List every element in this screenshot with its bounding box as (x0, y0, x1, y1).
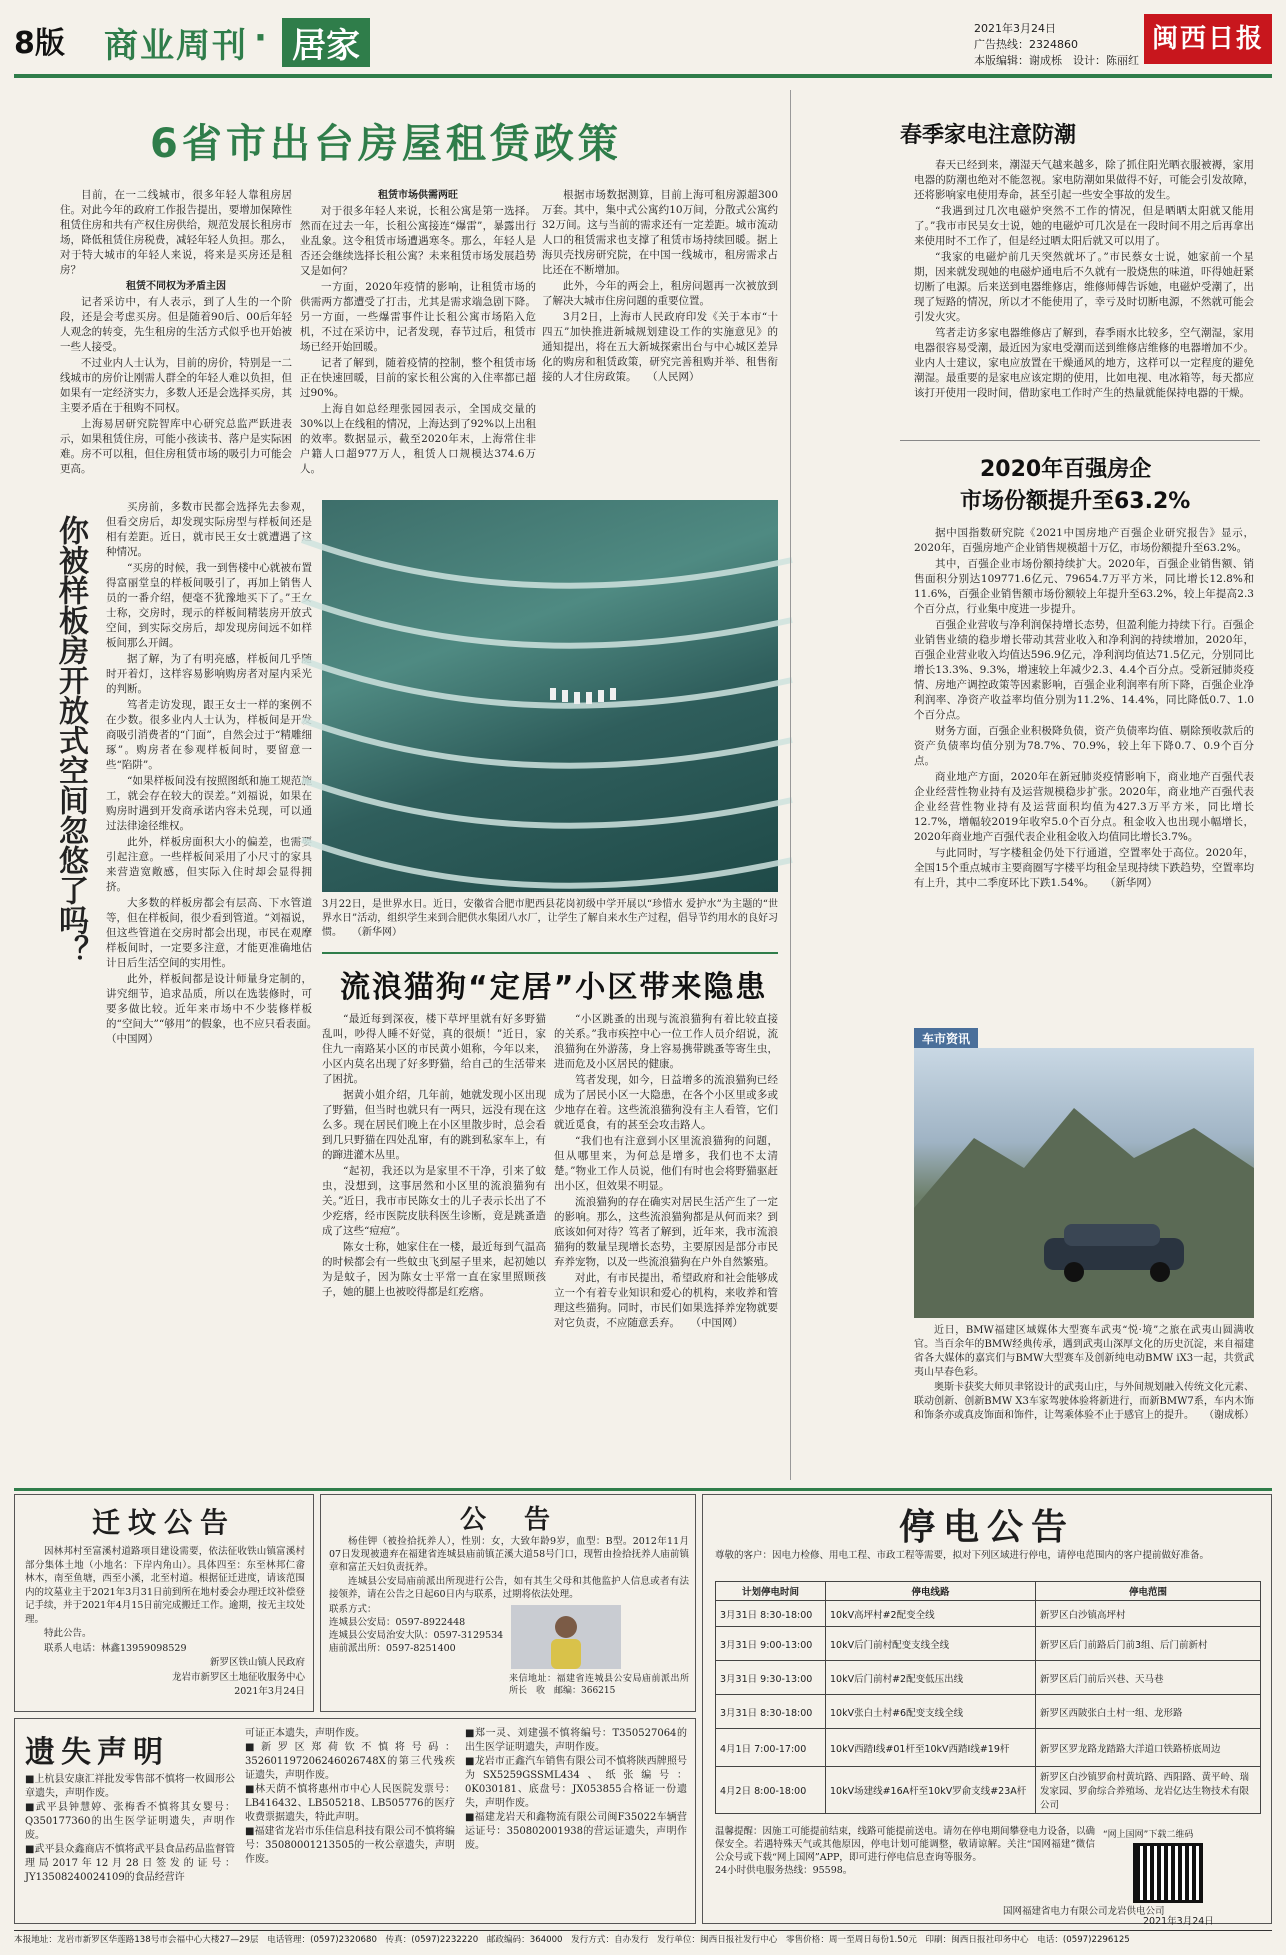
masthead-editors: 本版编辑：谢成栎 设计：陈丽红 (974, 54, 1139, 67)
masthead-rule (14, 74, 1272, 78)
foundling-notice-issuer: 来信地址：福建省连城县公安局庙前派出所 所长 收 邮编：366215 (509, 1674, 699, 1696)
outage-area: 新罗区罗龙路龙踏路大洋道口铁路桥底周边 (1036, 1729, 1261, 1767)
car-news-photo (914, 1048, 1254, 1318)
outage-date: 2021年3月24日 (1143, 1916, 1214, 1927)
qr-code-icon (1133, 1843, 1203, 1903)
outage-area: 新罗区白沙镇高坪村 (1036, 1601, 1261, 1627)
cats-title-rule (322, 952, 778, 954)
outage-line: 10kV张白土村#6配变支线全线 (826, 1695, 1036, 1729)
rent-article-col2: 租赁市场供需两旺 对于很多年轻人来说，长租公寓是第一选择。然而在过去一年，长租公寓接连“爆雷”，暴露出行业乱象。这令租赁市场遭遇寒冬。那么，年轻人是否还会继续选择长租公寓？未来租赁市场发展趋势又是如何？ 一方面，2020年疫情的影响，让租赁市场的供需两方都遭受了打击，尤其是需求端急剧下降。另一方面，一些爆雷事件让长租公寓市场陷入危机，不过在采访中，记者发现，春节过后，租赁市场已经开始回暖。 记者了解到，随着疫情的控制，整个租赁市场正在快速回暖，目前的家长租公寓的入住率都已超过90%。 上海自如总经理张园园表示，全国成交量的30%以上在线租的情况，上海达到了92%以上出租的效率。数据显示，截至2020年末，上海常住非户籍人口超977万人，租赁人口规模达374.6万人。 (300, 190, 536, 475)
outage-tip: 温馨提醒：因施工可能提前结束，线路可能提前送电。请勿在停电期间攀登电力设备，以确保安全。若遇特殊天气或其他原因，停电计划可能调整，敬请谅解。关注“国网福建”微信公众号或下载“网上国网”APP，即可进行停电信息查询等服务。 24小时供电服务热线：95598。 (715, 1826, 1096, 1876)
lost-notice-title: 遗失声明 (25, 1735, 169, 1770)
rent-article-title: 6省市出台房屋租赁政策 (150, 121, 622, 167)
outage-line: 10kV场建线#16A杆至10kV罗俞支线#23A杆 (826, 1767, 1036, 1814)
masthead (14, 14, 1272, 72)
outage-issuer: 国网福建省电力有限公司龙岩供电公司 (1003, 1906, 1165, 1917)
footer-rule (14, 1930, 1272, 1931)
outage-col-area: 停电范围 (1036, 1582, 1261, 1601)
outage-time: 3月31日 8:30-18:00 (716, 1695, 826, 1729)
water-day-caption: 3月22日，是世界水日。近日，安徽省合肥市肥西县花岗初级中学开展以“珍惜水 爱护水”为主题的“世界水日”活动，组织学生来到合肥供水集团八水厂，让学生了解自来水生产过程，倡导节约用水的良好习惯。 （新华网） (322, 899, 778, 938)
outage-col-time: 计划停电时间 (716, 1582, 826, 1601)
outage-area: 新罗区西陂张白土村一组、龙形路 (1036, 1695, 1261, 1729)
masthead-ad-line: 广告热线：2324860 (974, 38, 1078, 51)
top100-rule (900, 440, 1260, 441)
water-tank-illustration (322, 500, 778, 892)
cats-article-title: 流浪猫狗“定居”小区带来隐患 (340, 970, 768, 1005)
foundling-notice-contacts: 联系方式： 连城县公安局：0597-8922448 连城县公安局治安大队：0597-3129534 庙前派出所：0597-8251400 (329, 1604, 504, 1654)
grave-notice-title: 迁坟公告 (91, 1506, 236, 1539)
subsection-title: 居家 (282, 18, 370, 67)
right-column-divider (790, 90, 791, 1480)
power-outage-notice (702, 1494, 1272, 1927)
outage-line: 10kV后门前村#2配变低压出线 (826, 1661, 1036, 1695)
outage-line: 10kV西踏Ⅰ线#01杆至10kV西踏Ⅰ线#19杆 (826, 1729, 1036, 1767)
outage-schedule-table (715, 1581, 1261, 1814)
outage-time: 4月2日 8:00-18:00 (716, 1767, 826, 1814)
outage-area: 新罗区后门前路后门前3组、后门前新村 (1036, 1627, 1261, 1661)
showroom-article: 买房前，多数市民都会选择先去参观，但看交房后，却发现实际房型与样板间还是相有差距。近日，就市民王女士就遭遇了这种情况。 “买房的时候，我一到售楼中心就被布置得富丽堂皇的样板间吸引了，再加上销售人员的一番介绍，便毫不犹豫地买下了。”王女士称，交房时，现示的样板间精装房开放式空间，到实际交房后，却发现房间远不如样板间那么开阔。 据了解，为了有明亮感，样板间几乎随时开着灯，这样容易影响购房者对屋内采光的判断。 笃者走访发现，跟王女士一样的案例不在少数。很多业内人士认为，样板间是开发商吸引消费者的“门面”，自然会过于“精雕细琢”。购房者在参观样板间时，要留意一些“陷阱”。 “如果样板间没有按照图纸和施工规范施工，就会存在较大的误差。”刘福说，如果在购房时遇到开发商承诺内容未兑现，可以通过法律途径维权。 此外，样板房面积大小的偏差，也需要引起注意。一些样板间采用了小尺寸的家具来营造宽敞感，但实际入住时却会显得拥挤。 大多数的样板房都会有层高、下水管道等，但在样板间，很少看到管道。“刘福说，但这些管道在交房时都会出现，市民在观摩样板间时，一定要多注意，才能更准确地估计日后生活空间的实用性。 此外，样板间都是设计师量身定制的，讲究细节，追求品质，所以在选装修时，可要多做比较。近年来市场中不少装修样板的“空间大”“够用”的假象，也不应只看表面。 （中国网） (106, 501, 333, 1045)
top100-title-line2: 市场份额提升至63.2% (960, 489, 1191, 514)
spring-article-body: 春天已经到来，潮湿天气越来越多，除了抓住阳光晒衣服被褥，家用电器的防潮也绝对不能忽视。家电防潮如果做得不好，可能会引发故障，还将影响家电使用寿命，甚至引起一些安全事故的发生。 “我遇到过几次电磁炉突然不工作的情况，但是晒晒太阳就又能用了。”我市市民吴女士说，她的电磁炉可几次是在一段时间不用之后再拿出来使用时不工作了，但是经过晒太阳后就又可以用了。 “我家的电磁炉前几天突然就坏了。”市民蔡女士说，她家前一个星期，因来就发现她的电磁炉通电后不久就有一股烧焦的味道，吓得她赶紧切断了电源。后来送到电器维修店，维修师傅告诉她，电磁炉受潮了，出现了短路的情况，所以才不能使用了，幸亏及时切断电源，不然就可能会引发火灾。 笃者走访多家电器维修店了解到，春季雨水比较多，空气潮湿，家用电器很容易受潮，最近因为家电受潮而送到维修店维修的电器增加不少。业内人士建议，家电应放置在干燥通风的地方，这样可以一定程度的避免潮湿。最重要的是家电应该定期的使用，比如电视、电冰箱等，每天都应该打开使用一段时间，借助家电工作时产生的热量就能保持电器的干燥。 (914, 159, 1254, 399)
section-dot: · (254, 18, 267, 58)
footer-info: 本报地址：龙岩市新罗区华莲路138号市会福中心大楼27—29层 电话管理：(0597)2320680 传真：(0597)2232220 邮政编码：364000 发行方式：自办发行 发行单位：闽西日报社发行中心 零售价格：周一至周日每份1.50元 印刷：闽西日报社印务中心 电话：(0597)2296125 (14, 1935, 1130, 1945)
table-row (716, 1729, 1261, 1767)
child-portrait-illustration (511, 1605, 621, 1669)
outage-notice-title: 停电公告 (898, 1507, 1075, 1548)
spring-article-title: 春季家电注意防潮 (900, 123, 1077, 148)
cats-article-col1: “最近每到深夜，楼下草坪里就有好多野猫乱叫，吵得人睡不好觉，真的很烦！”近日，家住九一南路某小区的市民黄小姐称，今年以来，小区内莫名出现了好多野猫，给自己的生活带来了困扰。 据黄小姐介绍，几年前，她就发现小区出现了野猫，但当时也就只有一两只，远没有现在这么多。现在居民们晚上在小区里散步时，总会看到几只野猫在四处乱窜，有的跳到私家车上，有的蹿进灌木丛里。 “起初，我还以为是家里不干净，引来了蚊虫，没想到，这事居然和小区里的流浪猫狗有关。”近日，我市市民陈女士的儿子表示长出了不少疙瘩，经市医院皮肤科医生诊断，竟是跳蚤造成了这些“痘痘”。 陈女士称，她家住在一楼，最近每到气温高的时候都会有一些蚊虫飞到屋子里来，起初她以为是蚊子，因为陈女士平常一直在家里照顾孩子，她的腿上也被咬得都是红疙瘩。 (322, 1013, 546, 1298)
foundling-notice-body: 杨佳钾（被捡拾抚养人），性别：女，大致年龄9岁，血型：B型。2012年11月07日发现被遗弃在福建省连城县庙前镇芷溪大道58号门口，现暂由捡拾抚养人庙前镇章和富芷天妇负责抚养。 连城县公安局庙前派出所现进行公告，如有其生父母和其他监护人信息或者有法接领养，请在公告之日起60日内与联系，过期将依法处理。 (329, 1536, 689, 1600)
grave-notice-body: 因林邦村至富溪村道路项目建设需要，依法征收铁山镇富溪村部分集体土地（小地名：下岸内角山）。具体四至：东至林邦仁畲林木，南至鱼塘，西至小溪，北至村道。根据征迁进度，请该范围内的坟墓业主于2021年3月31日前到所在地村委会办理迁坟补偿登记手续，并于2021年4月15日前完成搬迁工作。逾期，按无主坟处理。 特此公告。 联系人电话：林鑫13959098529 新罗区铁山镇人民政府 龙岩市新罗区土地征收服务中心 2021年3月24日 (25, 1546, 305, 1697)
foundling-photo (511, 1605, 621, 1669)
lost-notice-col2: 可证正本遗失，声明作废。 ■新罗区郑荷钦不慎将号码：352601197206246026748X的第三代残疾证遗失，声明作废。 ■林天荫不慎将惠州市中心人民医院发票号：LB416432、LB505218、LB505776的医疗收费票据遗失，特此声明。 ■福建省龙岩市乐佳信息科技有限公司不慎将编号：35080001213505的一枚公章遗失，声明作废。 (245, 1728, 455, 1865)
rent-article-col3: 根据市场数据测算，目前上海可租房源超300万套。其中，集中式公寓约10万间，分散式公寓约32万间。这与当前的需求还有一定差距。城市流动人口的租赁需求也支撑了租赁市场持续回暖。据上海贝壳找房研究院，在中国一线城市，租房需求占比还在不断增加。 此外，今年的两会上，租房问题再一次被放到了解决大城市住房问题的重要位置。 3月2日，上海市人民政府印发《关于本市“十四五”加快推进新城规划建设工作的实施意见》的通知提出，将在五大新城探索出台与中心城区差异化的购房和租赁政策，研究完善租购并举、租售衔接的人才住房政策。 （人民网） (542, 189, 778, 383)
outage-col-line: 停电线路 (826, 1582, 1036, 1601)
page-number: 8版 (14, 26, 65, 61)
lost-notice-col3: ■郑一灵、刘建强不慎将编号：T350527064的出生医学证明遗失，声明作废。 ■龙岩市正鑫汽车销售有限公司不慎将陕西牌照号为SX5259GSSML434、纸张编号：0K030181、底盘号：JX053855合格证一份遗失，声明作废。 ■福建龙岩天和鑫物流有限公司闽F35022车辆营运证号：350802001938的营运证遗失，声明作废。 (465, 1728, 687, 1851)
outage-qr-label: “网上国网”下载二维码 (1103, 1830, 1194, 1840)
car-news-label: 车市资讯 (914, 1028, 978, 1049)
car-news-caption: 近日，BMW福建区域媒体大型赛车武夷“悦·境”之旅在武夷山圆满收官。当百余年的BMW经典传承，遇到武夷山深厚文化的历史沉淀，来自福建省各大媒体的嘉宾们与BMW大型赛车及创新纯电动BMW iX3一起，共赏武夷山早春色彩。 奥斯卡获奖大师贝聿铭设计的武夷山庄，与外间规划融入传统文化元素、联动创新、创新BMW X3车家驾驶体验将新进行，而新BMW7系，车内木饰和饰条亦或真皮饰面和饰件，让驾乘体验不止于感官上的提升。 （谢成栎） (914, 1325, 1254, 1421)
outage-time: 3月31日 9:00-13:00 (716, 1627, 826, 1661)
section-title: 商业周刊 (104, 26, 248, 66)
outage-line: 10kV高坪村#2配变全线 (826, 1601, 1036, 1627)
notices-rule (14, 1488, 1272, 1491)
outage-table-header (716, 1582, 1261, 1601)
masthead-date: 2021年3月24日 (974, 22, 1056, 35)
showroom-vertical-title: 你被样板房开放式空间忽悠了吗？ (53, 515, 88, 965)
table-row (716, 1767, 1261, 1814)
outage-area: 新罗区后门前后兴巷、天马巷 (1036, 1661, 1261, 1695)
outage-line: 10kV后门前村配变支线全线 (826, 1627, 1036, 1661)
outage-area: 新罗区白沙镇罗俞村黄坑路、西阳路、黄平岭、瑞发家园、罗俞综合养殖场、龙岩亿达生物技术有限公司 (1036, 1767, 1261, 1814)
lost-items-notice (14, 1718, 696, 1924)
car-scene-illustration (914, 1048, 1254, 1318)
table-row (716, 1601, 1261, 1627)
table-row (716, 1627, 1261, 1661)
table-row (716, 1695, 1261, 1729)
outage-time: 3月31日 9:30-13:00 (716, 1661, 826, 1695)
top100-title-line1: 2020年百强房企 (980, 457, 1152, 482)
outage-time: 4月1日 7:00-17:00 (716, 1729, 826, 1767)
foundling-notice-title: 公 告 (459, 1505, 556, 1535)
cats-article-col2: “小区跳蚤的出现与流浪猫狗有着比较直接的关系。”我市疾控中心一位工作人员介绍说，流浪猫狗在外游荡，身上容易携带跳蚤等寄生虫，进而危及小区居民的健康。 笃者发现，如今，日益增多的流浪猫狗已经成为了居民小区一大隐患，在各个小区里或多或少地存在着。这些流浪猫狗没有主人看管，它们就近觅食，有的甚至会攻击路人。 “我们也有注意到小区里流浪猫狗的问题，但从哪里来，为何总是增多，我们也不太清楚。”物业工作人员说，他们有时也会将野猫驱赶出小区，但效果不明显。 流浪猫狗的存在确实对居民生活产生了一定的影响。那么，这些流浪猫狗都是从何而来？到底该如何对待？笃者了解到，近年来，我市流浪猫狗的数量呈现增长态势，主要原因是部分市民弃养宠物，以及一些流浪猫狗在户外自然繁殖。 对此，有市民提出，希望政府和社会能够成立一个有着专业知识和爱心的机构，来收养和管理这些猫狗。同时，市民们如果选择养宠物就要对它负责，不应随意丢弃。 （中国网） (554, 1013, 778, 1329)
table-row (716, 1661, 1261, 1695)
lost-notice-col1: ■上杭县安康汇祥批发零售部不慎将一枚圆形公章遗失，声明作废。 ■武平县钟慧婷、张梅香不慎将其女婴号：Q350177360的出生医学证明遗失，声明作废。 ■武平县众鑫商店不慎将武平县食品药品监督管理局2017年12月28日签发的证号：JY13508240024109的食品经营许 (25, 1774, 235, 1883)
foundling-notice (320, 1494, 699, 1712)
rent-article-col1: 目前，在一二线城市，很多年轻人靠租房居住。对此今年的政府工作报告提出，要增加保障性租赁住房和共有产权住房供给，规范发展长租房市场，降低租赁住房税费，减轻年轻人负担。那么，对于特大城市的年轻人来说，将来是买房还是租房？ 租赁不同权为矛盾主因 记者采访中，有人表示，到了人生的一个阶段，还是会考虑买房。但是随着90后、00后年轻人观念的转变，先生租房的生活方式似乎也开始被一些人接受。 不过业内人士认为，目前的房价，特别是一二线城市的房价让刚需人群全的年轻人难以负担，但如果有一定经济实力，多数人还是会选择买房，其主要矛盾在于租购不同权。 上海易居研究院智库中心研究总监严跃进表示，如果租赁住房，可能小孩读书、落户是实际困难。房不可以租，但住房租赁市场的吸引力可能会更高。 (60, 189, 292, 475)
paper-logo: 闽西日报 (1144, 14, 1272, 64)
outage-notice-intro: 尊敬的客户：因电力检修、用电工程、市政工程等需要，拟对下列区域进行停电，请停电范围内的客户提前做好准备。 (715, 1550, 1210, 1561)
outage-time: 3月31日 8:30-18:00 (716, 1601, 826, 1627)
top100-article-body: 据中国指数研究院《2021中国房地产百强企业研究报告》显示，2020年，百强房地产企业销售规模超十万亿，市场份额提升至63.2%。 其中，百强企业市场份额持续扩大。2020年，百强企业销售额、销售面积分别达109771.6亿元、79654.7万平方米，同比增长12.8%和11.6%，百强企业销售额市场份额较上年提升至63.2%，较上年提高2.3个百分点，行业集中度进一步提升。 百强企业营收与净利润保持增长态势，但盈利能力持续下行。百强企业销售业绩的稳步增长带动其营业收入和净利润的持续增加，2020年，百强企业营业收入均值达596.9亿元，净利润均值达71.5亿元，分别同比增长13.3%、9.3%，增速较上年减少2.3、4.4个百分点。受新冠肺炎疫情、房地产调控政策等因素影响，百强企业利润率有所下降，百强企业净利润率、净资产收益率均值分别为11.2%、14.4%，同比降低0.7、1.0个百分点。 财务方面，百强企业积极降负债，资产负债率均值、剔除预收款后的资产负债率均值分别为78.7%、70.9%，较上年下降0.7、0.9个百分点。 商业地产方面，2020年在新冠肺炎疫情影响下，商业地产百强代表企业经营性物业持有及运营规模稳步扩张。2020年，商业地产百强代表企业经营性物业持有及运营面积均值为427.3万平方米，同比增长12.7%，增幅较2019年收窄5.0个百分点。租金收入也出现小幅增长，2020年商业地产百强代表企业租金收入均值同比增长3.7%。 与此同时，写字楼租金仍处下行通道，空置率处于高位。2020年，全国15个重点城市主要商圈写字楼平均租金呈现持续下跌趋势，空置率均有上升，其中二季度环比下跌1.54%。 （新华网） (914, 527, 1254, 889)
water-day-photo (322, 500, 778, 892)
grave-relocation-notice (14, 1494, 314, 1712)
